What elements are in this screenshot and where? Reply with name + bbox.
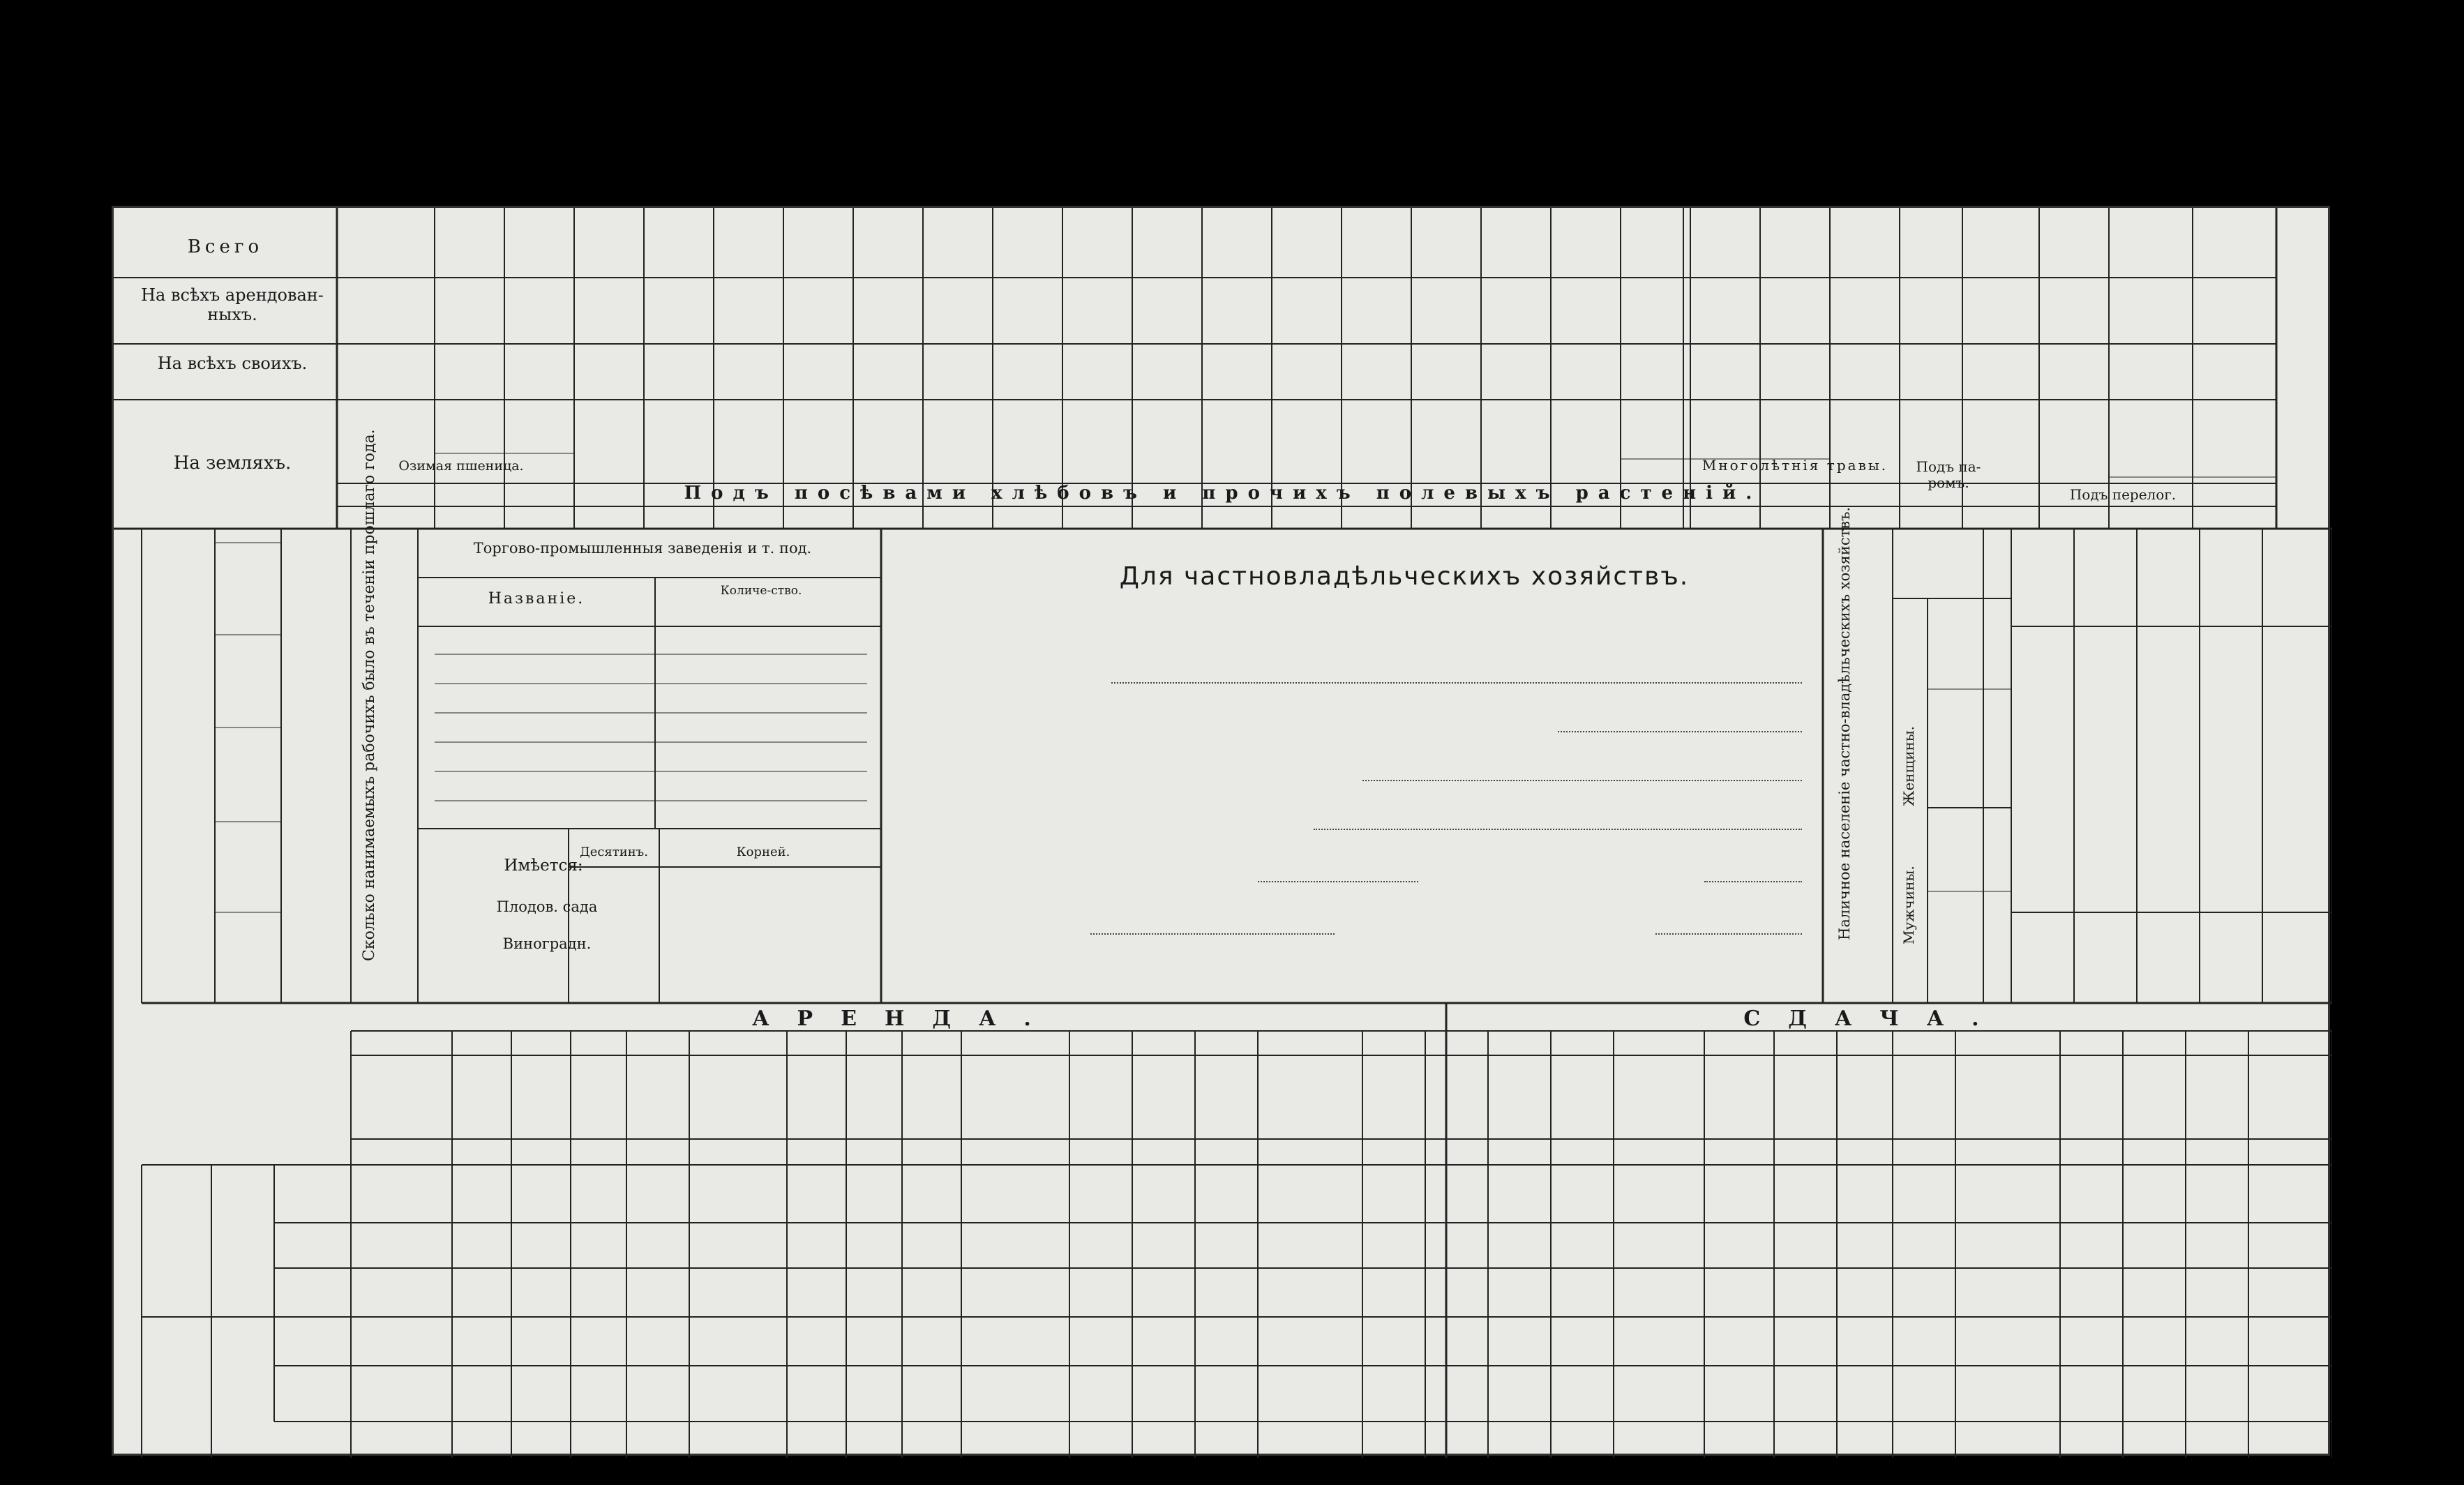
dotted-fill-line xyxy=(1090,933,1335,935)
lease-column-label xyxy=(1071,1060,1131,1088)
livestock-number xyxy=(152,550,208,628)
vineyard-label: Виноградн. xyxy=(502,935,592,952)
lease-column-label xyxy=(1134,1060,1194,1088)
population-col-number xyxy=(1983,951,2011,1000)
crop-column-label xyxy=(437,400,502,448)
crop-column-label xyxy=(1833,400,1897,480)
lease-column-label xyxy=(691,1060,786,1088)
lease-column-label xyxy=(1364,1060,1424,1088)
dotted-fill-line xyxy=(1362,780,1802,781)
livestock-number xyxy=(152,829,208,905)
row-label-total: Всего xyxy=(187,236,264,257)
livestock-number xyxy=(152,919,208,996)
lease-column-label xyxy=(1706,1060,1773,1088)
crop-column-label xyxy=(996,400,1060,480)
crop-column-label xyxy=(1135,400,1199,480)
dotted-fill-line xyxy=(1704,881,1802,882)
crop-column-label xyxy=(1414,400,1478,480)
crop-column-label xyxy=(507,400,571,448)
roots-header: Корней. xyxy=(736,845,790,859)
crop-column-label xyxy=(856,400,920,480)
row-group-label xyxy=(145,1170,208,1313)
livestock-number xyxy=(152,734,208,815)
lease-column-label xyxy=(903,1060,960,1140)
population-col-label xyxy=(1931,693,1980,804)
livestock-label xyxy=(222,734,340,815)
crop-column-label xyxy=(340,400,432,480)
workers-col-label-bottom xyxy=(2140,919,2196,996)
hired-workers-label: Сколько нанимаемыхъ рабочихъ было въ теченіи прошлаго года. xyxy=(361,429,378,961)
women-label: Женщины. xyxy=(1900,725,1917,806)
row-group-label xyxy=(145,1324,208,1418)
population-col-label xyxy=(1931,602,1980,686)
population-label: Наличное населеніе частно-владѣльческихъ хозяйствъ. xyxy=(1836,506,1853,940)
rentout-banner: СДАЧА. xyxy=(1743,1007,2007,1031)
men-label: Мужчины. xyxy=(1900,866,1917,945)
crop-column-label xyxy=(647,400,711,480)
workers-col-label-top xyxy=(2015,536,2071,619)
livestock-label xyxy=(222,829,340,905)
lease-column-label xyxy=(1489,1060,1549,1140)
crop-column-label xyxy=(1205,400,1269,480)
lease-column-label xyxy=(1427,1060,1487,1088)
lease-column-label xyxy=(2124,1060,2184,1140)
crop-column-label xyxy=(1344,400,1408,480)
lease-column-label xyxy=(963,1060,1068,1088)
lease-column-label xyxy=(1196,1060,1256,1140)
crop-column-label xyxy=(2195,400,2274,480)
crop-column-label xyxy=(1902,400,1960,480)
desyatin-header: Десятинъ. xyxy=(580,845,648,859)
crop-column-label xyxy=(1763,400,1827,480)
lease-column-label xyxy=(1957,1060,2059,1088)
workers-col-label-top xyxy=(2140,536,2196,619)
livestock-label xyxy=(222,550,340,628)
trade-establishments-title: Торгово-промышленныя заведенія и т. под. xyxy=(473,540,812,557)
fallow-group-label: Подъ па-ромъ. xyxy=(1916,458,1981,491)
workers-col-label-bottom xyxy=(2266,919,2329,996)
trade-qty-header: Количе-ство. xyxy=(720,584,802,598)
livestock-number xyxy=(152,642,208,721)
livestock-label xyxy=(222,919,340,996)
crop-column-label xyxy=(1623,400,1688,480)
dotted-fill-line xyxy=(1558,731,1802,732)
crop-column-label xyxy=(1065,400,1129,480)
dotted-fill-line xyxy=(1655,933,1802,935)
population-col-label xyxy=(1931,951,1980,1000)
row-label-rented: На всѣхъ арендован-ныхъ. xyxy=(141,285,324,324)
population-col-label xyxy=(1931,811,1980,888)
population-col-label xyxy=(1931,895,1980,944)
lease-column-label xyxy=(513,1060,569,1088)
dotted-fill-line xyxy=(1258,881,1418,882)
population-col-number xyxy=(1983,895,2011,944)
crop-column-label xyxy=(2112,400,2190,480)
workers-col-label-top xyxy=(2266,536,2329,619)
has-label: Имѣется: xyxy=(504,857,583,875)
row-label-on-lands: На земляхъ. xyxy=(173,453,292,474)
trade-name-header: Названіе. xyxy=(488,590,585,608)
lease-banner: АРЕНДА. xyxy=(752,1007,1059,1031)
population-col-number xyxy=(1983,693,2011,804)
population-col-number xyxy=(1983,811,2011,888)
orchard-label: Плодов. сада xyxy=(496,898,598,915)
lease-column-label xyxy=(1552,1060,1612,1140)
workers-col-label-top xyxy=(2203,536,2259,619)
crop-column-label xyxy=(926,400,990,480)
lease-column-label xyxy=(572,1060,625,1140)
lease-column-label xyxy=(788,1060,845,1088)
perelog-group-label: Подъ перелог. xyxy=(2069,486,2177,503)
dotted-fill-line xyxy=(1111,682,1802,684)
private-estates-title: Для частновладѣльческихъ хозяйствъ. xyxy=(1119,562,1690,591)
lease-column-label xyxy=(1838,1060,1891,1140)
lease-column-label xyxy=(1259,1060,1361,1088)
workers-col-label-bottom xyxy=(2078,919,2133,996)
crop-column-label xyxy=(1484,400,1548,480)
crop-column-label xyxy=(786,400,850,480)
population-col-number xyxy=(1983,602,2011,686)
crop-column-label xyxy=(1965,400,2036,480)
lease-column-label xyxy=(2061,1060,2121,1088)
lease-column-label xyxy=(352,1060,451,1088)
lease-column-label xyxy=(1775,1060,1835,1088)
lease-column-label xyxy=(1615,1060,1703,1088)
row-label-own: На всѣхъ своихъ. xyxy=(157,354,308,373)
winter-wheat-group-label: Озимая пшеница. xyxy=(398,458,524,474)
workers-col-label-bottom xyxy=(2203,919,2259,996)
perennial-grass-group-label: Многолѣтнія травы. xyxy=(1701,457,1888,474)
crops-banner: Подъ посѣвами хлѣбовъ и прочихъ полевыхъ растеній. xyxy=(684,483,1762,504)
workers-col-label-bottom xyxy=(2015,919,2071,996)
lease-column-label xyxy=(453,1060,510,1088)
dotted-fill-line xyxy=(1314,829,1802,830)
census-card xyxy=(112,206,2330,1456)
crop-column-label xyxy=(716,400,781,480)
workers-col-label-top xyxy=(2078,536,2133,619)
lease-column-label xyxy=(848,1060,901,1088)
lease-column-label xyxy=(1894,1060,1954,1088)
crop-column-label xyxy=(1554,400,1618,480)
crop-column-label xyxy=(1275,400,1339,480)
crop-column-label xyxy=(1693,400,1757,480)
crop-column-label xyxy=(2042,400,2106,480)
lease-column-label xyxy=(628,1060,688,1140)
livestock-label xyxy=(222,642,340,721)
crop-column-label xyxy=(577,400,641,480)
